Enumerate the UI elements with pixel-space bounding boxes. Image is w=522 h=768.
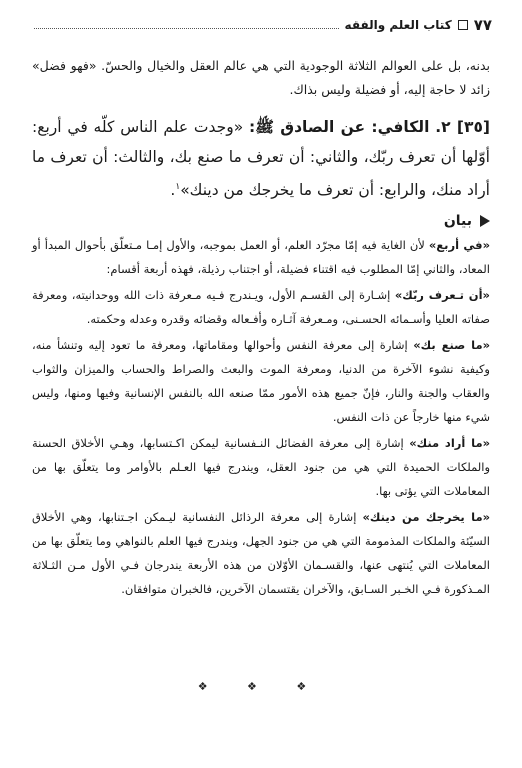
explanation-text: إشارة إلى معرفة الفضائل النـفسانية ليمكن اكـتسابها، وهـي الأخلاق الحسنة والملكات الحميدة التي هي من جنود العقل، ويندرج فيها العـلم بالأوامر وما يتعلّق بها من المعاملات التي يؤتى بها. (32, 436, 490, 499)
footnote-marker: ١ (175, 182, 181, 192)
bayan-heading-label: بيان (443, 213, 472, 230)
section-end-ornament: ❖ ❖ ❖ (197, 680, 325, 693)
book-title: كتاب العلم والفقه (344, 18, 452, 32)
explanation-paragraph (32, 333, 490, 429)
explanation-lead: «ما صنع بك» (413, 338, 490, 353)
explanation-lead: «ما أراد منك» (409, 436, 491, 451)
explanation-text: لأن الغاية فيه إمّا مجرّد العلم، أو العمل بموجبه، والأول إمـا مـتعلّق بأحوال المبدأ أو المعاد، والثاني إمّا المطلوب فيه اقتناء فضيلة، أو اجتناب رذيلة، فهذه أربعة أقسام: (32, 238, 490, 277)
explanation-paragraph (32, 431, 490, 503)
page-number: ٧٧ (473, 16, 492, 34)
explanation-lead: «ما يخرجك من دينك» (362, 510, 491, 525)
explanation-lead: «أن تـعرف ربّك» (394, 288, 490, 303)
hadith-block: [٣٥] ٢. الكافي: عن الصادق ﷺ: «وجدت علم الناس كلّه في أربع: أوّلها أن تعرف ربّك، والثاني: أن تعرف ما صنع بك، والثالث: أن تعرف ما أراد منك، والرابع: أن تعرف ما يخرجك من دينك»$^١$. (32, 118, 490, 200)
explanation-text: إشارة إلى معرفة الرذائل النفسانية ليـمكن اجـتنابها، وهي الأخلاق السيّئة والملكات المذمومة التي هي من جنود الجهل، ويندرج فيها العلم بالنواهي وما يتعلّق بها من المعاملات التي يُنتهى عنها، والقسـمان الأوّلان من هذه الأربعة يندرجان فـي الأول مـن الثـلاثة المـذكورة فـي الخـبر السـابق، والآخران يقتسمان الآخرين، فالخبران متوافقان. (32, 510, 490, 597)
running-header (34, 14, 492, 36)
header-dotted-rule (34, 28, 339, 29)
triangle-marker-icon (480, 215, 490, 227)
page-content (32, 54, 490, 603)
explanation-text: إشـارة إلى القسـم الأول، ويـندرج فـيه مـعرفة ذات الله ووحدانيته، ومعرفة صفاته العليا وأسـمائه الحسـنى، ومـعرفة آثـاره وأفـعاله وقضائه وقدره وعدله وحكمته. (32, 288, 490, 327)
hadith-number: [٣٥] ٢. (435, 118, 490, 136)
bayan-heading (32, 213, 490, 229)
explanation-lead: «في أربع» (428, 238, 490, 253)
explanation-text: إشارة إلى معرفة النفس وأحوالها ومقاماتها، ومعرفة ما تعود إليه وتنشأ منه، وكيفية نشوء الآخرة من الدنيا، ومعرفة الموت والبعث والصراط والحساب والميزان والثواب والعقاب والجنة والنار، فإنّ جميع هذه الأمور ممّا صنعه الله بالنفس الإنسانية وفيها ومنها، وليس شيء منها خارجاً عن ذات النفس. (32, 338, 490, 425)
hadith-text: «وجدت علم الناس كلّه في أربع: أوّلها أن تعرف ربّك، والثاني: أن تعرف ما صنع بك، والثالث: أن تعرف ما أراد منك، والرابع: أن تعرف ما يخرجك من دينك» (32, 118, 490, 200)
explanation-paragraph (32, 233, 490, 281)
hadith-source: الكافي: عن الصادق ﷺ: (249, 118, 430, 136)
explanation-paragraph (32, 505, 490, 601)
square-ornament-icon (458, 20, 468, 30)
explanation-paragraph (32, 283, 490, 331)
continued-paragraph: بدنه، بل على العوالم الثلاثة الوجودية التي هي عالم العقل والخيال والحسّ. «فهو فضل» زائد لا حاجة إليه، أو فضيلة وليس بذاك. (32, 58, 490, 97)
